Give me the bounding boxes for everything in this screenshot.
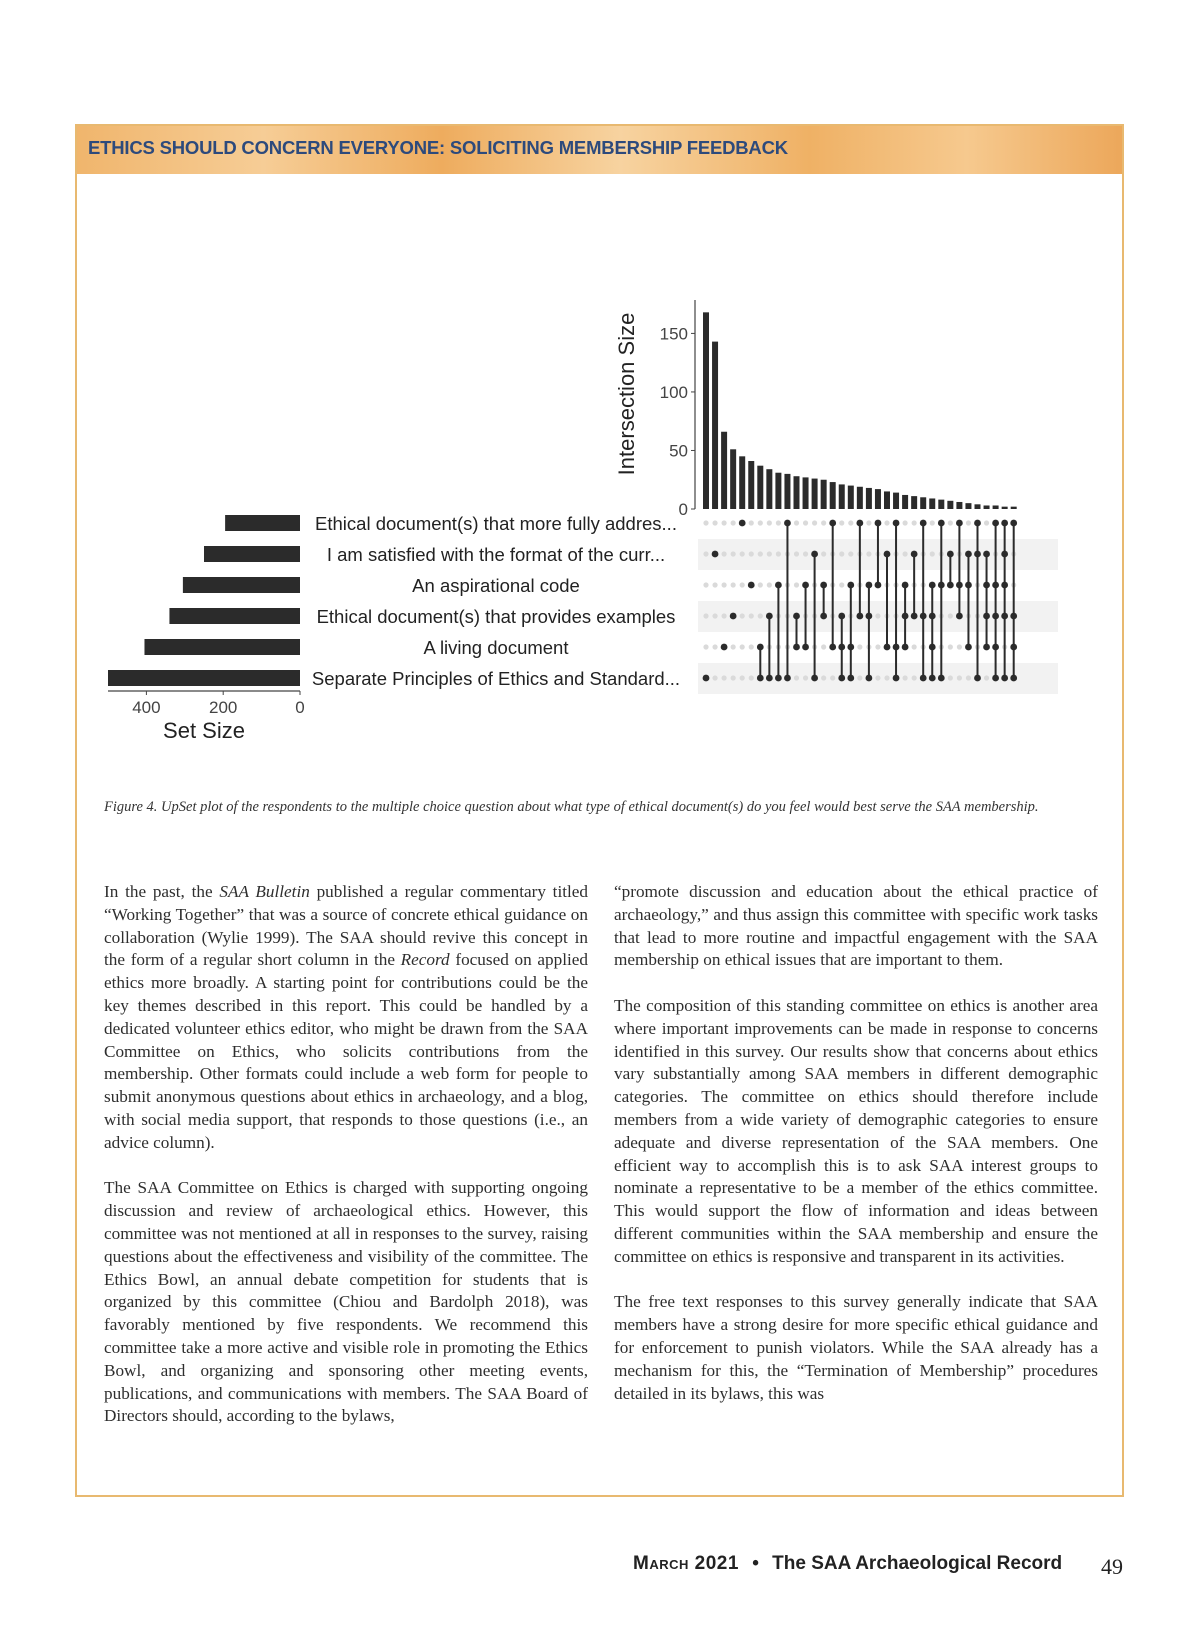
matrix-dot-filled	[820, 613, 827, 620]
matrix-dot-filled	[965, 551, 972, 558]
matrix-dot-empty	[803, 675, 808, 680]
matrix-dot-empty	[703, 582, 708, 587]
intersection-tick-label: 50	[669, 441, 688, 461]
matrix-dot-filled	[983, 613, 990, 620]
matrix-dot-empty	[948, 613, 953, 618]
matrix-dot-empty	[731, 520, 736, 525]
matrix-dot-filled	[793, 613, 800, 620]
matrix-dot-filled	[847, 644, 854, 651]
matrix-dot-filled	[820, 582, 827, 589]
matrix-dot-empty	[948, 675, 953, 680]
text-run: focused on applied ethics more broadly. A starting point for contributions could be the key themes described in this report. This could be handled by a dedicated volunteer ethics editor, who might be drawn from the SAA Committee on Ethics, who solicits contributions from the membership. Other formats could include a web form for people to submit anonymous questions about ethics in archaeology, and a blog, with social media support, that responds to those questions (i.e., an advice column).	[104, 950, 588, 1152]
set-size-bar	[108, 670, 300, 686]
set-size-axis-label: Set Size	[163, 718, 245, 743]
matrix-dot-filled	[983, 644, 990, 651]
matrix-dot-empty	[848, 551, 853, 556]
matrix-dot-empty	[903, 520, 908, 525]
intersection-bar	[1011, 507, 1017, 509]
matrix-dot-filled	[974, 520, 981, 527]
matrix-dot-filled	[712, 551, 719, 558]
intersection-bar	[993, 505, 999, 509]
matrix-dot-filled	[757, 675, 764, 682]
matrix-dot-empty	[821, 644, 826, 649]
matrix-dot-empty	[731, 551, 736, 556]
intersection-bar	[920, 497, 926, 509]
intersection-tick-label: 150	[659, 324, 688, 344]
matrix-dot-empty	[722, 675, 727, 680]
matrix-dot-empty	[794, 582, 799, 587]
matrix-dot-empty	[767, 551, 772, 556]
set-size-bar	[225, 515, 300, 531]
matrix-dot-empty	[758, 582, 763, 587]
matrix-dot-filled	[884, 644, 891, 651]
matrix-dot-empty	[966, 520, 971, 525]
matrix-dot-empty	[957, 644, 962, 649]
matrix-dot-empty	[740, 551, 745, 556]
intersection-bar	[857, 487, 863, 509]
paragraph: The free text responses to this survey generally indicate that SAA members have a strong desire for more specific ethical guidance and for enforcement to punish violators. While the SAA already has a mechanism for this, the “Termination of Membership” procedures detailed in its bylaws, this was	[614, 1292, 1098, 1403]
publication-name: The SAA Archaeological Record	[772, 1553, 1063, 1574]
issue-date: March 2021	[633, 1553, 739, 1574]
matrix-dot-empty	[912, 644, 917, 649]
matrix-dot-filled	[947, 582, 954, 589]
matrix-dot-filled	[829, 644, 836, 651]
matrix-dot-filled	[1010, 613, 1017, 620]
matrix-dot-filled	[721, 644, 728, 651]
set-size-tick-label: 0	[295, 698, 305, 717]
matrix-dot-empty	[875, 613, 880, 618]
matrix-dot-filled	[875, 520, 882, 527]
matrix-dot-filled	[992, 644, 999, 651]
intersection-bar	[938, 500, 944, 509]
page-number: 49	[1101, 1554, 1123, 1579]
matrix-dot-empty	[966, 675, 971, 680]
set-size-tick-label: 400	[132, 698, 161, 717]
matrix-dot-filled	[866, 582, 873, 589]
matrix-dot-empty	[722, 582, 727, 587]
matrix-dot-empty	[776, 520, 781, 525]
matrix-dot-empty	[866, 520, 871, 525]
intersection-bar	[965, 503, 971, 509]
matrix-dot-filled	[1001, 551, 1008, 558]
matrix-dot-empty	[740, 613, 745, 618]
intersection-bar	[893, 493, 899, 509]
matrix-dot-empty	[866, 551, 871, 556]
intersection-axis-label: Intersection Size	[614, 312, 639, 476]
matrix-dot-empty	[912, 675, 917, 680]
matrix-dot-filled	[811, 675, 818, 682]
intersection-bar	[1002, 507, 1008, 509]
text-column-right	[614, 881, 1098, 1428]
figure-caption: Figure 4. UpSet plot of the respondents to the multiple choice question about what type of ethical document(s) do you feel would best serve the SAA membership.	[104, 799, 1039, 815]
matrix-dot-empty	[758, 551, 763, 556]
matrix-dot-empty	[848, 520, 853, 525]
matrix-dot-filled	[802, 644, 809, 651]
matrix-dot-filled	[1010, 644, 1017, 651]
matrix-dot-filled	[983, 582, 990, 589]
matrix-dot-filled	[866, 613, 873, 620]
matrix-dot-empty	[948, 644, 953, 649]
matrix-dot-empty	[794, 520, 799, 525]
intersection-bar	[812, 479, 818, 509]
set-size-bar	[183, 577, 300, 593]
set-label: Ethical document(s) that more fully addres...	[315, 513, 677, 534]
matrix-dot-filled	[965, 644, 972, 651]
intersection-bar	[902, 495, 908, 509]
matrix-dot-empty	[722, 613, 727, 618]
matrix-dot-empty	[776, 551, 781, 556]
matrix-dot-filled	[902, 644, 909, 651]
intersection-bar	[784, 474, 790, 509]
matrix-dot-filled	[802, 582, 809, 589]
intersection-tick-label: 100	[659, 382, 688, 402]
intersection-bar	[775, 473, 781, 509]
intersection-bar	[821, 480, 827, 509]
matrix-dot-filled	[730, 613, 737, 620]
matrix-dot-filled	[911, 551, 918, 558]
intersection-bar	[866, 488, 872, 509]
intersection-bar	[984, 505, 990, 509]
matrix-dot-filled	[784, 675, 791, 682]
matrix-dot-filled	[838, 675, 845, 682]
matrix-dot-empty	[930, 551, 935, 556]
matrix-dot-filled	[775, 675, 782, 682]
intersection-bar	[721, 432, 727, 509]
matrix-dot-empty	[731, 644, 736, 649]
matrix-dot-filled	[893, 520, 900, 527]
matrix-dot-filled	[1010, 675, 1017, 682]
matrix-dot-empty	[749, 644, 754, 649]
set-size-bar	[204, 546, 300, 562]
matrix-dot-empty	[731, 675, 736, 680]
section-title: ETHICS SHOULD CONCERN EVERYONE: SOLICITING MEMBERSHIP FEEDBACK	[88, 137, 788, 158]
matrix-dot-filled	[1010, 520, 1017, 527]
matrix-dot-filled	[992, 520, 999, 527]
matrix-dot-empty	[857, 675, 862, 680]
intersection-bar	[739, 456, 745, 509]
matrix-dot-filled	[793, 644, 800, 651]
matrix-dot-filled	[757, 644, 764, 651]
matrix-dot-empty	[794, 675, 799, 680]
matrix-dot-empty	[703, 613, 708, 618]
intersection-bar	[757, 466, 763, 509]
running-footer	[633, 1553, 1062, 1575]
matrix-dot-empty	[884, 520, 889, 525]
intersection-bar	[975, 504, 981, 509]
matrix-dot-empty	[884, 675, 889, 680]
matrix-dot-filled	[929, 582, 936, 589]
intersection-bar	[794, 476, 800, 509]
matrix-dot-filled	[911, 613, 918, 620]
matrix-dot-filled	[992, 675, 999, 682]
set-label: A living document	[423, 637, 569, 658]
matrix-dot-filled	[956, 582, 963, 589]
matrix-dot-filled	[965, 582, 972, 589]
matrix-dot-filled	[847, 675, 854, 682]
matrix-dot-empty	[712, 613, 717, 618]
matrix-dot-filled	[1001, 675, 1008, 682]
matrix-dot-empty	[903, 675, 908, 680]
italic-title: Record	[400, 950, 450, 970]
matrix-dot-empty	[703, 644, 708, 649]
matrix-dot-filled	[875, 582, 882, 589]
matrix-dot-filled	[884, 551, 891, 558]
intersection-bar	[803, 477, 809, 509]
matrix-dot-empty	[984, 520, 989, 525]
paragraph: The SAA Committee on Ethics is charged with supporting ongoing discussion and review of archaeological ethics. However, this committee was not mentioned at all in responses to the survey, raising questions about the effectiveness and visibility of the committee. The Ethics Bowl, an annual debate competition for students that is organized by this committee (Chiou and Bardolph 2018), was favorably mentioned by five respondents. We recommend this committee take a more active and visible role in promoting the Ethics Bowl, and organizing and sponsoring other meeting events, publications, and communications with members. The SAA Board of Directors should, according to the bylaws,	[104, 1178, 588, 1426]
matrix-dot-empty	[912, 520, 917, 525]
intersection-bar	[947, 501, 953, 509]
matrix-dot-filled	[974, 675, 981, 682]
matrix-dot-filled	[893, 644, 900, 651]
matrix-dot-filled	[847, 582, 854, 589]
matrix-dot-filled	[902, 582, 909, 589]
matrix-dot-filled	[739, 520, 746, 527]
matrix-dot-empty	[722, 551, 727, 556]
upset-plot	[100, 280, 1080, 760]
matrix-dot-empty	[830, 675, 835, 680]
matrix-dot-filled	[893, 675, 900, 682]
matrix-dot-filled	[947, 551, 954, 558]
matrix-dot-empty	[839, 582, 844, 587]
matrix-dot-empty	[821, 675, 826, 680]
matrix-dot-filled	[856, 520, 863, 527]
matrix-dot-filled	[838, 644, 845, 651]
set-label: I am satisfied with the format of the curr...	[326, 544, 666, 565]
matrix-dot-empty	[821, 551, 826, 556]
matrix-dot-empty	[740, 644, 745, 649]
matrix-dot-filled	[829, 520, 836, 527]
matrix-dot-empty	[740, 582, 745, 587]
matrix-dot-filled	[983, 551, 990, 558]
intersection-bar	[911, 496, 917, 509]
set-size-tick-label: 200	[209, 698, 238, 717]
matrix-dot-empty	[731, 582, 736, 587]
intersection-bar	[830, 482, 836, 509]
matrix-dot-empty	[839, 520, 844, 525]
matrix-dot-empty	[903, 551, 908, 556]
matrix-dot-empty	[740, 675, 745, 680]
matrix-dot-filled	[938, 520, 945, 527]
text-run: In the past, the	[104, 882, 220, 901]
matrix-dot-filled	[956, 613, 963, 620]
paragraph	[104, 881, 588, 1155]
matrix-dot-filled	[766, 675, 773, 682]
matrix-dot-filled	[929, 644, 936, 651]
matrix-dot-empty	[722, 520, 727, 525]
matrix-dot-empty	[875, 644, 880, 649]
matrix-dot-empty	[803, 520, 808, 525]
matrix-dot-empty	[930, 520, 935, 525]
matrix-dot-empty	[794, 551, 799, 556]
intersection-bar	[730, 449, 736, 509]
intersection-bar	[875, 489, 881, 509]
intersection-bar	[848, 486, 854, 509]
matrix-dot-filled	[929, 675, 936, 682]
intersection-bar	[884, 491, 890, 509]
matrix-dot-filled	[856, 613, 863, 620]
matrix-dot-empty	[767, 520, 772, 525]
matrix-dot-filled	[992, 582, 999, 589]
paragraph: The composition of this standing committee on ethics is another area where important improvements can be made in response to concerns identified in this survey. Our results show that concerns about ethics vary substantially among SAA members in different demographic categories. The committee on ethics should therefore include members from a wide variety of demographic categories to ensure adequate and diverse representation of the SAA members. One efficient way to accomplish this is to ask SAA interest groups to nominate a representative to be a member of the ethics committee. This would support the flow of information and ideas between different communities within the SAA membership and ensure the committee on ethics is responsive and transparent in its activities.	[614, 995, 1098, 1266]
matrix-dot-empty	[712, 582, 717, 587]
matrix-dot-empty	[703, 551, 708, 556]
set-size-bar	[169, 608, 300, 624]
text-column-left	[104, 881, 588, 1451]
set-label: Separate Principles of Ethics and Standard...	[311, 668, 681, 689]
intersection-bar	[956, 502, 962, 509]
matrix-dot-filled	[929, 613, 936, 620]
intersection-tick-label: 0	[678, 500, 688, 519]
matrix-dot-filled	[766, 613, 773, 620]
matrix-dot-filled	[920, 613, 927, 620]
matrix-dot-empty	[749, 551, 754, 556]
matrix-dot-empty	[749, 675, 754, 680]
matrix-dot-empty	[821, 520, 826, 525]
matrix-dot-filled	[956, 520, 963, 527]
paragraph: “promote discussion and education about the ethical practice of archaeology,” and thus assign this committee with specific work tasks that lead to more routine and impactful engagement with the SAA membership on ethical issues that are important to them.	[614, 882, 1098, 970]
matrix-dot-filled	[775, 582, 782, 589]
intersection-bar	[766, 469, 772, 509]
matrix-dot-filled	[920, 675, 927, 682]
matrix-dot-empty	[803, 551, 808, 556]
set-label: Ethical document(s) that provides examples	[316, 606, 676, 627]
intersection-bar	[929, 498, 935, 509]
matrix-dot-empty	[812, 520, 817, 525]
matrix-dot-filled	[866, 675, 873, 682]
matrix-dot-empty	[703, 520, 708, 525]
set-size-bar	[144, 639, 300, 655]
matrix-dot-filled	[811, 551, 818, 558]
intersection-bar	[703, 312, 709, 509]
intersection-bar	[748, 461, 754, 509]
text-run: published a regular commentary titled “Working Together” that was a source of concrete ethical guidance on collaboration (Wylie 1999). The SAA should revive this concept in the form of a regular short column in the	[104, 882, 589, 970]
matrix-dot-filled	[992, 613, 999, 620]
matrix-dot-empty	[712, 644, 717, 649]
matrix-dot-filled	[938, 675, 945, 682]
matrix-dot-empty	[984, 675, 989, 680]
matrix-dot-filled	[784, 520, 791, 527]
matrix-dot-empty	[758, 520, 763, 525]
matrix-dot-empty	[767, 582, 772, 587]
set-label: An aspirational code	[412, 575, 580, 596]
matrix-dot-empty	[712, 675, 717, 680]
matrix-dot-filled	[974, 551, 981, 558]
matrix-dot-filled	[902, 613, 909, 620]
matrix-dot-empty	[749, 613, 754, 618]
matrix-dot-empty	[712, 520, 717, 525]
matrix-dot-filled	[748, 582, 755, 589]
matrix-dot-empty	[948, 520, 953, 525]
matrix-dot-empty	[839, 551, 844, 556]
intersection-bar	[712, 342, 718, 509]
footer-bullet: •	[752, 1553, 759, 1574]
matrix-dot-filled	[938, 582, 945, 589]
matrix-dot-empty	[957, 675, 962, 680]
matrix-dot-filled	[703, 675, 710, 682]
matrix-dot-filled	[838, 613, 845, 620]
intersection-bar	[839, 484, 845, 509]
matrix-dot-empty	[749, 520, 754, 525]
matrix-dot-filled	[1001, 613, 1008, 620]
matrix-dot-filled	[1001, 520, 1008, 527]
matrix-dot-filled	[1001, 582, 1008, 589]
matrix-dot-filled	[920, 520, 927, 527]
italic-title: SAA Bulletin	[219, 882, 310, 901]
matrix-dot-empty	[857, 644, 862, 649]
matrix-dot-empty	[875, 675, 880, 680]
matrix-dot-empty	[758, 613, 763, 618]
